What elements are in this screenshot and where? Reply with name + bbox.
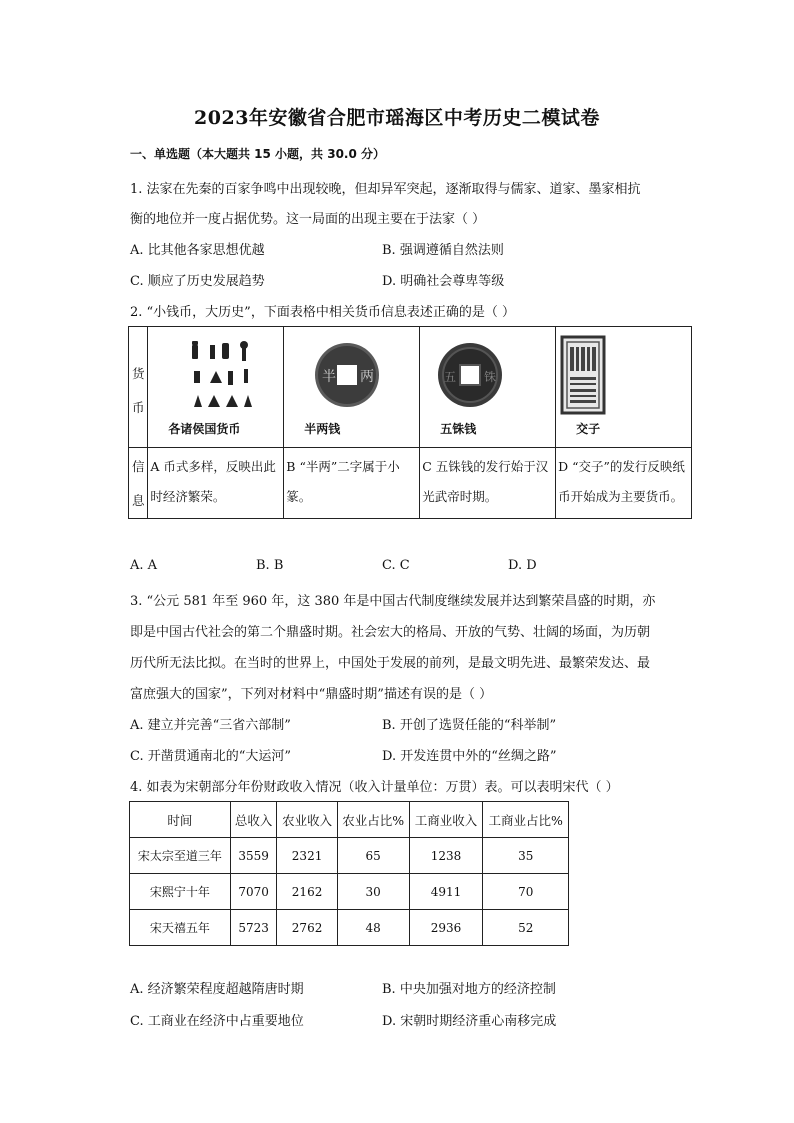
question-2-option-c[interactable]: C. C bbox=[382, 558, 410, 573]
currency-table bbox=[128, 326, 692, 519]
row-header-char: 币 bbox=[131, 400, 145, 415]
table-cell: 4911 bbox=[409, 874, 483, 910]
question-4-option-d[interactable]: D. 宋朝时期经济重心南移完成 bbox=[382, 1014, 557, 1029]
question-4-option-a[interactable]: A. 经济繁荣程度超越隋唐时期 bbox=[130, 982, 304, 997]
question-3-option-a[interactable]: A. 建立并完善“三省六部制” bbox=[130, 718, 291, 733]
table-cell: 宋太宗至道三年 bbox=[130, 838, 231, 874]
section-heading: 一、单选题（本大题共 15 小题，共 30.0 分） bbox=[130, 147, 386, 161]
table-row bbox=[130, 874, 569, 910]
svg-text:两: 两 bbox=[360, 369, 375, 385]
row-header-char: 息 bbox=[131, 493, 145, 508]
question-1-option-b[interactable]: B. 强调遵循自然法则 bbox=[382, 243, 504, 258]
info-row-header bbox=[129, 448, 148, 519]
table-cell: 30 bbox=[337, 874, 409, 910]
table-cell: 宋天禧五年 bbox=[130, 910, 231, 946]
table-cell: 70 bbox=[483, 874, 569, 910]
wuzhu-coin-icon bbox=[420, 333, 552, 423]
question-4-option-c[interactable]: C. 工商业在经济中占重要地位 bbox=[130, 1014, 304, 1029]
question-3-stem-line-3: 历代所无法比拟。在当时的世界上，中国处于发展的前列，是最文明先进、最繁荣发达、最 bbox=[130, 656, 651, 671]
question-1-option-c[interactable]: C. 顺应了历史发展趋势 bbox=[130, 274, 265, 289]
question-3-stem-line-4: 富庶强大的国家”，下列对材料中“鼎盛时期”描述有误的是（ ） bbox=[130, 687, 493, 702]
currency-row-header bbox=[129, 327, 148, 448]
table-cell: 52 bbox=[483, 910, 569, 946]
table-cell: 3559 bbox=[230, 838, 277, 874]
table-cell: 2762 bbox=[277, 910, 337, 946]
coin-caption: 半两钱 bbox=[304, 422, 341, 436]
coin-caption: 五铢钱 bbox=[440, 422, 477, 436]
table-row bbox=[130, 910, 569, 946]
info-cell-a: A 币式多样，反映出此时经济繁荣。 bbox=[148, 448, 284, 519]
table-cell: 1238 bbox=[409, 838, 483, 874]
header-cell: 总收入 bbox=[230, 802, 277, 838]
table-cell: 2321 bbox=[277, 838, 337, 874]
header-cell: 工商业占比% bbox=[483, 802, 569, 838]
coin-cell-wuzhu bbox=[420, 327, 556, 448]
question-3-stem-line-1: 3. “公元 581 年至 960 年，这 380 年是中国古代制度继续发展并达到繁荣昌盛的时期，亦 bbox=[130, 594, 656, 609]
table-cell: 48 bbox=[337, 910, 409, 946]
info-cell-c: C 五铢钱的发行始于汉光武帝时期。 bbox=[420, 448, 556, 519]
question-1-option-d[interactable]: D. 明确社会尊卑等级 bbox=[382, 274, 505, 289]
header-cell: 时间 bbox=[130, 802, 231, 838]
question-3-option-b[interactable]: B. 开创了选贤任能的“科举制” bbox=[382, 718, 557, 733]
svg-text:铢: 铢 bbox=[484, 370, 497, 384]
table-cell: 5723 bbox=[230, 910, 277, 946]
table-cell: 35 bbox=[483, 838, 569, 874]
question-1-stem-line-2: 衡的地位并一度占据优势。这一局面的出现主要在于法家（ ） bbox=[130, 212, 486, 227]
spade-knife-coins-icon bbox=[148, 335, 280, 425]
coin-caption: 各诸侯国货币 bbox=[168, 422, 241, 436]
question-2-option-a[interactable]: A. A bbox=[130, 558, 158, 573]
svg-text:五: 五 bbox=[444, 370, 457, 384]
info-cell-b: B “半两”二字属于小篆。 bbox=[284, 448, 420, 519]
question-3-stem-line-2: 即是中国古代社会的第二个鼎盛时期。社会宏大的格局、开放的气势、壮阔的场面，为历朝 bbox=[130, 625, 651, 640]
question-1-option-a[interactable]: A. 比其他各家思想优越 bbox=[130, 243, 265, 258]
table-cell: 2936 bbox=[409, 910, 483, 946]
jiaozi-note-icon bbox=[556, 333, 688, 423]
banliang-coin-icon bbox=[284, 333, 416, 423]
table-cell: 7070 bbox=[230, 874, 277, 910]
table-cell: 2162 bbox=[277, 874, 337, 910]
question-2-option-b[interactable]: B. B bbox=[256, 558, 284, 573]
question-2-option-d[interactable]: D. D bbox=[508, 558, 537, 573]
question-4-option-b[interactable]: B. 中央加强对地方的经济控制 bbox=[382, 982, 556, 997]
exam-title: 2023年安徽省合肥市瑶海区中考历史二模试卷 bbox=[194, 107, 600, 129]
finance-table bbox=[129, 801, 569, 946]
coin-cell-jiaozi bbox=[556, 327, 692, 448]
question-3-option-c[interactable]: C. 开凿贯通南北的“大运河” bbox=[130, 749, 292, 764]
table-row bbox=[130, 838, 569, 874]
finance-table-header-row bbox=[130, 802, 569, 838]
header-cell: 农业占比% bbox=[337, 802, 409, 838]
svg-text:半: 半 bbox=[322, 369, 337, 385]
table-cell: 65 bbox=[337, 838, 409, 874]
coin-cell-banliang bbox=[284, 327, 420, 448]
row-header-char: 货 bbox=[131, 366, 145, 381]
coin-cell-spade bbox=[148, 327, 284, 448]
info-cell-d: D “交子”的发行反映纸币开始成为主要货币。 bbox=[556, 448, 692, 519]
table-cell: 宋熙宁十年 bbox=[130, 874, 231, 910]
row-header-char: 信 bbox=[131, 459, 145, 474]
question-3-option-d[interactable]: D. 开发连贯中外的“丝绸之路” bbox=[382, 749, 557, 764]
coin-caption: 交子 bbox=[576, 422, 601, 436]
question-1-stem-line-1: 1. 法家在先秦的百家争鸣中出现较晚，但却异军突起，逐渐取得与儒家、道家、墨家相抗 bbox=[130, 182, 641, 197]
header-cell: 农业收入 bbox=[277, 802, 337, 838]
question-2-stem: 2. “小钱币，大历史”，下面表格中相关货币信息表述正确的是（ ） bbox=[130, 305, 515, 320]
header-cell: 工商业收入 bbox=[409, 802, 483, 838]
question-4-stem: 4. 如表为宋朝部分年份财政收入情况（收入计量单位：万贯）表。可以表明宋代（ ） bbox=[130, 780, 619, 795]
